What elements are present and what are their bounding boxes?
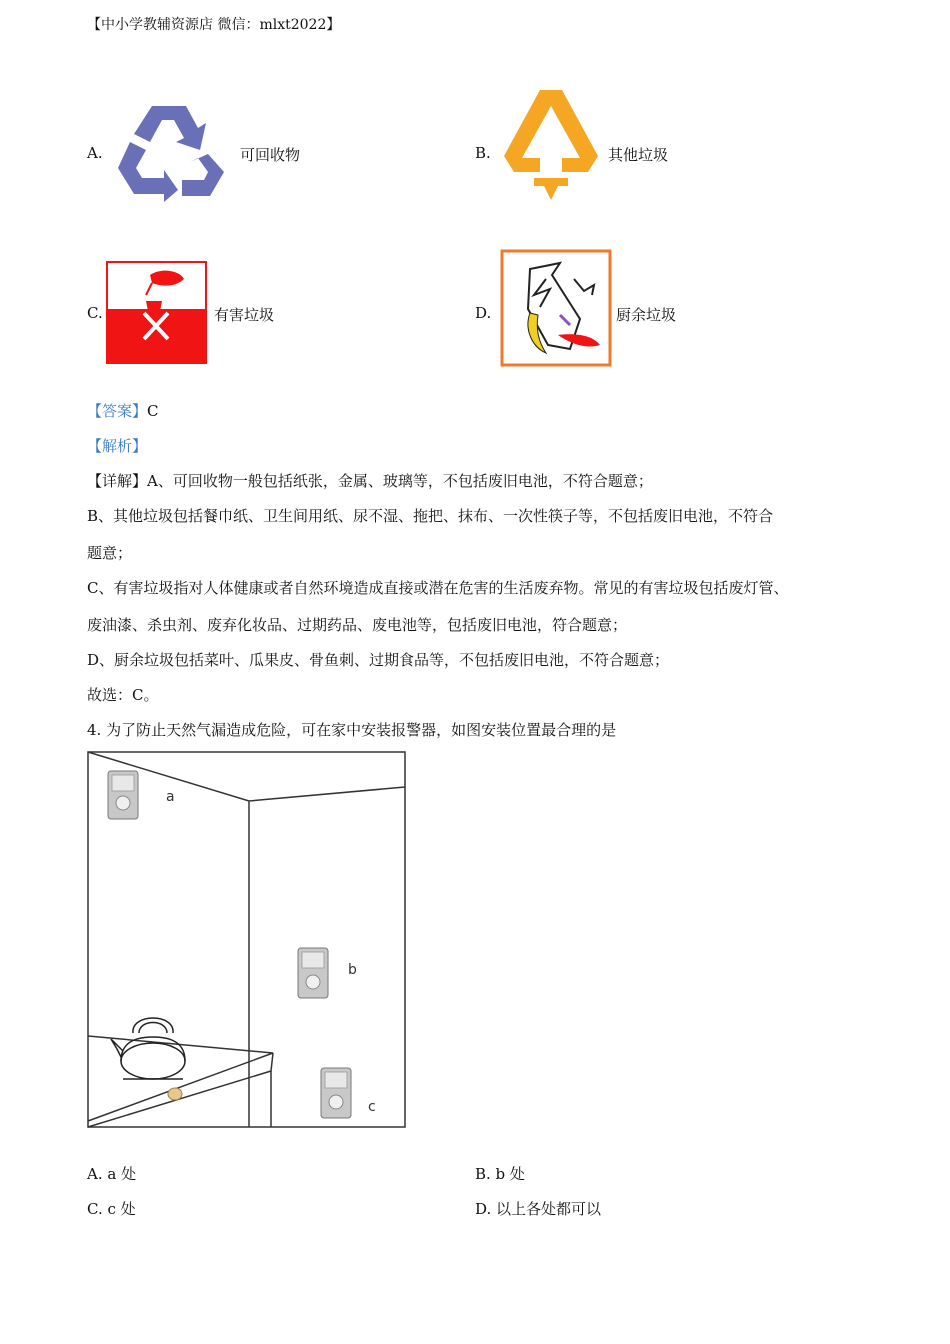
option-d-text: 厨余垃圾 bbox=[616, 306, 677, 324]
analysis-label: 【解析】 bbox=[87, 437, 148, 455]
option-a-letter: A. bbox=[87, 144, 103, 162]
header-text: 【中小学教辅资源店 微信：mlxt2022】 bbox=[87, 17, 341, 33]
figure-label-b: b bbox=[348, 962, 357, 978]
option-d-letter: D. bbox=[475, 304, 492, 322]
q4-option-b: B. b 处 bbox=[475, 1165, 525, 1183]
room-figure bbox=[87, 751, 406, 1128]
answer-value: C bbox=[147, 402, 159, 420]
other-waste-icon bbox=[500, 86, 602, 204]
recycle-icon bbox=[112, 98, 228, 202]
detail-text-1: A、可回收物一般包括纸张，金属、玻璃等，不包括废旧电池，不符合题意； bbox=[147, 472, 653, 490]
detail-line-2: B、其他垃圾包括餐巾纸、卫生间用纸、尿不湿、拖把、抹布、一次性筷子等，不包括废旧电池，不符合 bbox=[87, 507, 774, 525]
detail-line-3: 题意； bbox=[87, 544, 133, 562]
figure-label-c: c bbox=[368, 1099, 376, 1115]
answer-label: 【答案】 bbox=[87, 402, 148, 420]
detail-line-5: 废油漆、杀虫剂、废弃化妆品、过期药品、废电池等，包括废旧电池，符合题意； bbox=[87, 616, 628, 634]
detail-line-1 bbox=[87, 471, 653, 491]
kitchen-waste-icon bbox=[500, 249, 612, 367]
figure-label-a: a bbox=[166, 789, 175, 805]
detail-label: 【详解】 bbox=[87, 472, 148, 490]
detector-b-icon bbox=[298, 948, 328, 998]
option-c-letter: C. bbox=[87, 304, 103, 322]
detail-line-4: C、有害垃圾指对人体健康或者自然环境造成直接或潜在危害的生活废弃物。常见的有害垃圾包括废灯管、 bbox=[87, 579, 789, 597]
q4-stem: 4. 为了防止天然气漏造成危险，可在家中安装报警器，如图安装位置最合理的是 bbox=[87, 721, 617, 739]
option-b-letter: B. bbox=[475, 144, 491, 162]
option-c-text: 有害垃圾 bbox=[214, 306, 275, 324]
answer-line bbox=[87, 401, 159, 421]
option-b-text: 其他垃圾 bbox=[608, 146, 669, 164]
stove-knob bbox=[168, 1088, 182, 1100]
q4-option-a: A. a 处 bbox=[87, 1165, 137, 1183]
detector-c-icon bbox=[321, 1068, 351, 1118]
detector-a-icon bbox=[108, 771, 138, 819]
detail-line-6: D、厨余垃圾包括菜叶、瓜果皮、骨鱼刺、过期食品等，不包括废旧电池，不符合题意； bbox=[87, 651, 670, 669]
detail-line-7: 故选：C。 bbox=[87, 686, 159, 704]
option-a-text: 可回收物 bbox=[240, 146, 301, 164]
hazardous-waste-icon bbox=[106, 261, 207, 364]
q4-option-d: D. 以上各处都可以 bbox=[475, 1200, 602, 1218]
q4-option-c: C. c 处 bbox=[87, 1200, 136, 1218]
